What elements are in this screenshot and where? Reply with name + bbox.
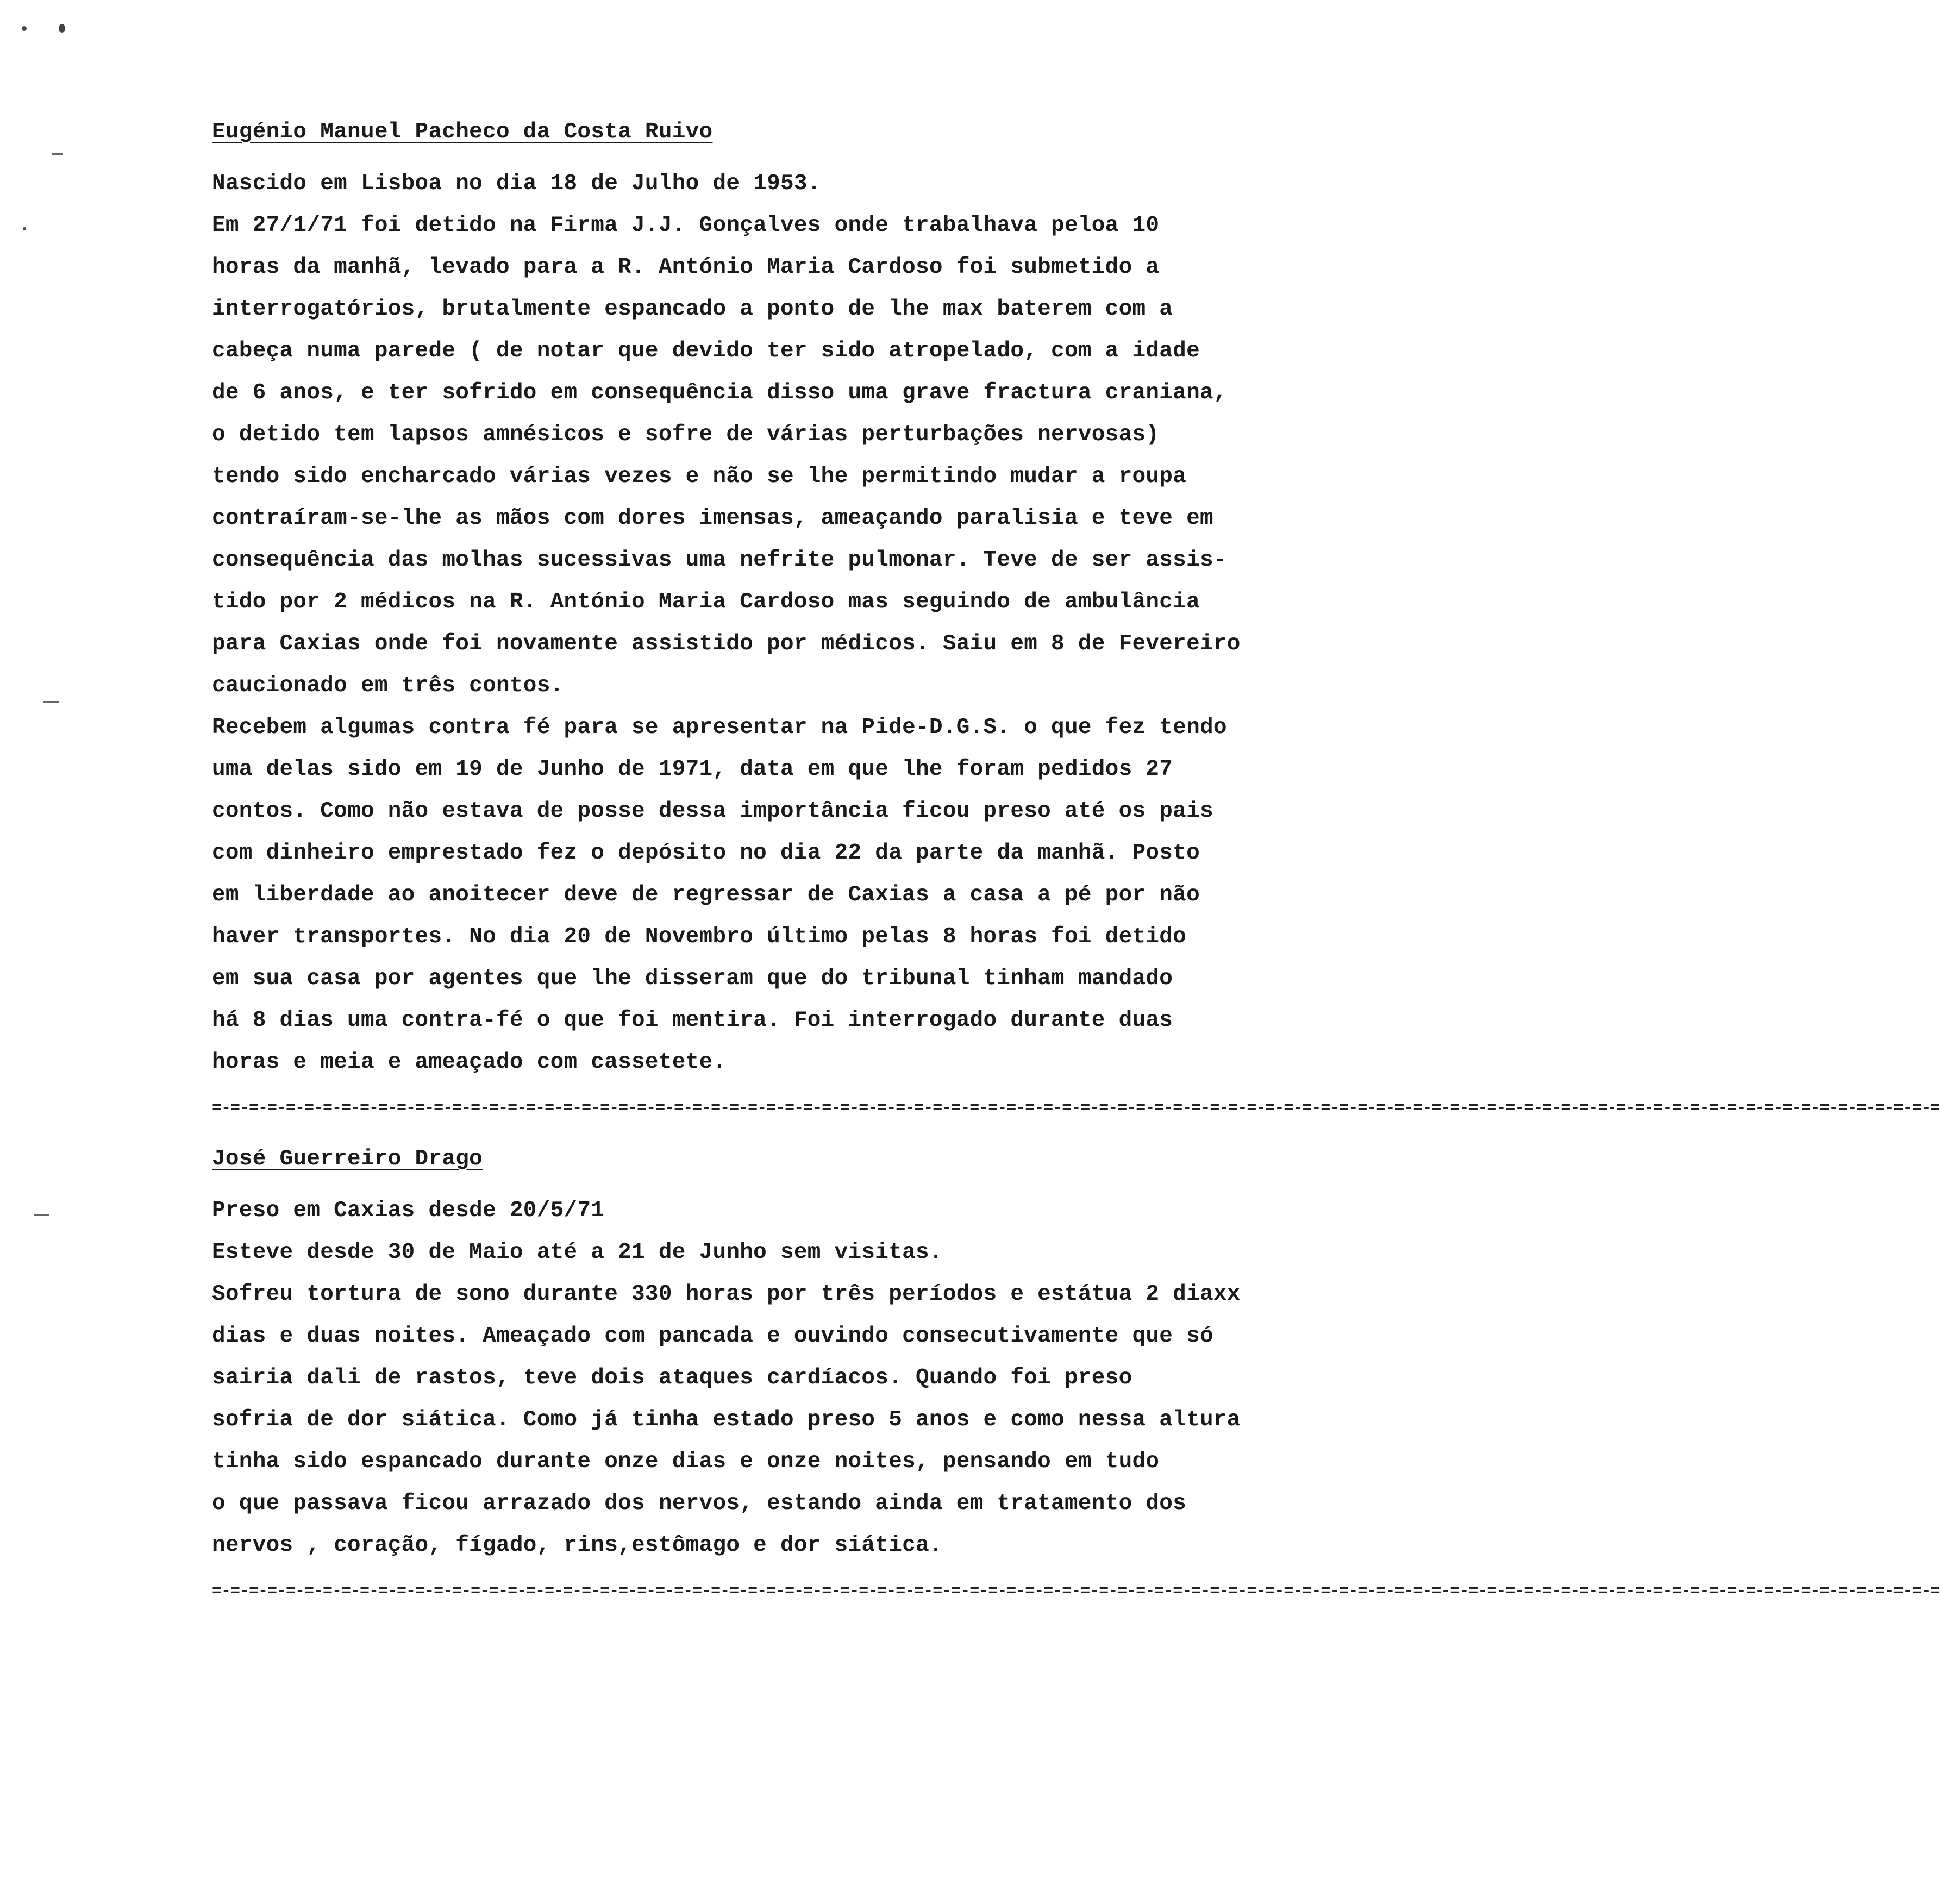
typewritten-text bbox=[212, 111, 1940, 1621]
scan-speck bbox=[59, 24, 65, 33]
person-name-heading: José Guerreiro Drago bbox=[212, 1147, 483, 1172]
text-line: sairia dali de rastos, teve dois ataques cardíacos. Quando foi preso bbox=[212, 1366, 1132, 1391]
text-line: cabeça numa parede ( de notar que devido ter sido atropelado, com a idade bbox=[212, 339, 1200, 364]
text-line: interrogatórios, brutalmente espancado a ponto de lhe max baterem com a bbox=[212, 297, 1173, 322]
text-line: tido por 2 médicos na R. António Maria Cardoso mas seguindo de ambulância bbox=[212, 590, 1200, 615]
text-line: Preso em Caxias desde 20/5/71 bbox=[212, 1198, 605, 1223]
text-line: tendo sido encharcado várias vezes e não se lhe permitindo mudar a roupa bbox=[212, 464, 1187, 489]
section-separator: =-=-=-=-=-=-=-=-=-=-=-=-=-=-=-=-=-=-=-=-=-=-=-=-=-=-=-=-=-=-=-=-=-=-=-=-=-=-=-=-=-=-=-=-=-=-=-=-=-=-=-=-=-=-=-=-=-=-=-=-=-=-=-=-=-=-=-=-=-=-=-=-=-=-=-=-=-=-=-=-=-=-=-=-=-=-=-=-=-=-=-=-=-= bbox=[212, 1099, 1940, 1118]
text-line: Nascido em Lisboa no dia 18 de Julho de 1953. bbox=[212, 171, 821, 196]
section-separator: =-=-=-=-=-=-=-=-=-=-=-=-=-=-=-=-=-=-=-=-=-=-=-=-=-=-=-=-=-=-=-=-=-=-=-=-=-=-=-=-=-=-=-=-=-=-=-=-=-=-=-=-=-=-=-=-=-=-=-=-=-=-=-=-=-=-=-=-=-=-=-=-=-=-=-=-=-=-=-=-=-=-=-=-=-=-=-=-=-=-=-=-=-= bbox=[212, 1582, 1940, 1601]
text-line: tinha sido espancado durante onze dias e onze noites, pensando em tudo bbox=[212, 1449, 1160, 1474]
text-line: Sofreu tortura de sono durante 330 horas por três períodos e estátua 2 diaxx bbox=[212, 1282, 1241, 1307]
text-line: nervos , coração, fígado, rins,estômago e dor siática. bbox=[212, 1533, 943, 1558]
scan-speck bbox=[23, 227, 26, 230]
text-line: dias e duas noites. Ameaçado com pancada e ouvindo consecutivamente que só bbox=[212, 1324, 1213, 1349]
text-line: consequência das molhas sucessivas uma nefrite pulmonar. Teve de ser assis- bbox=[212, 548, 1227, 573]
text-line: em sua casa por agentes que lhe disseram que do tribunal tinham mandado bbox=[212, 966, 1173, 991]
scan-speck bbox=[22, 26, 27, 31]
text-line: Esteve desde 30 de Maio até a 21 de Junho sem visitas. bbox=[212, 1240, 943, 1265]
text-line: em liberdade ao anoitecer deve de regressar de Caxias a casa a pé por não bbox=[212, 882, 1200, 907]
text-line: sofria de dor siática. Como já tinha estado preso 5 anos e como nessa altura bbox=[212, 1407, 1241, 1432]
text-line: Em 27/1/71 foi detido na Firma J.J. Gonçalves onde trabalhava peloa 10 bbox=[212, 213, 1160, 238]
text-line: para Caxias onde foi novamente assistido por médicos. Saiu em 8 de Fevereiro bbox=[212, 631, 1241, 656]
scan-edge-mark bbox=[43, 701, 59, 703]
text-line: haver transportes. No dia 20 de Novembro último pelas 8 horas foi detido bbox=[212, 924, 1187, 949]
text-line: há 8 dias uma contra-fé o que foi mentira. Foi interrogado durante duas bbox=[212, 1008, 1173, 1033]
text-line: horas e meia e ameaçado com cassetete. bbox=[212, 1050, 727, 1075]
text-line: contos. Como não estava de posse dessa importância ficou preso até os pais bbox=[212, 799, 1213, 824]
text-line: o detido tem lapsos amnésicos e sofre de várias perturbações nervosas) bbox=[212, 422, 1160, 447]
text-line: com dinheiro emprestado fez o depósito no dia 22 da parte da manhã. Posto bbox=[212, 841, 1200, 866]
text-line: o que passava ficou arrazado dos nervos, estando ainda em tratamento dos bbox=[212, 1491, 1187, 1516]
text-line: contraíram-se-lhe as mãos com dores imensas, ameaçando paralisia e teve em bbox=[212, 506, 1213, 531]
testimony-section bbox=[212, 111, 1288, 1083]
scan-edge-mark bbox=[52, 153, 63, 155]
scan-edge-mark bbox=[34, 1214, 49, 1216]
text-line: uma delas sido em 19 de Junho de 1971, data em que lhe foram pedidos 27 bbox=[212, 757, 1173, 782]
text-line: horas da manhã, levado para a R. António Maria Cardoso foi submetido a bbox=[212, 255, 1160, 280]
person-name-heading: Eugénio Manuel Pacheco da Costa Ruivo bbox=[212, 120, 713, 145]
text-line: de 6 anos, e ter sofrido em consequência disso uma grave fractura craniana, bbox=[212, 380, 1227, 405]
text-line: Recebem algumas contra fé para se apresentar na Pide-D.G.S. o que fez tendo bbox=[212, 715, 1227, 740]
text-line: caucionado em três contos. bbox=[212, 673, 564, 698]
testimony-section bbox=[212, 1138, 1288, 1567]
